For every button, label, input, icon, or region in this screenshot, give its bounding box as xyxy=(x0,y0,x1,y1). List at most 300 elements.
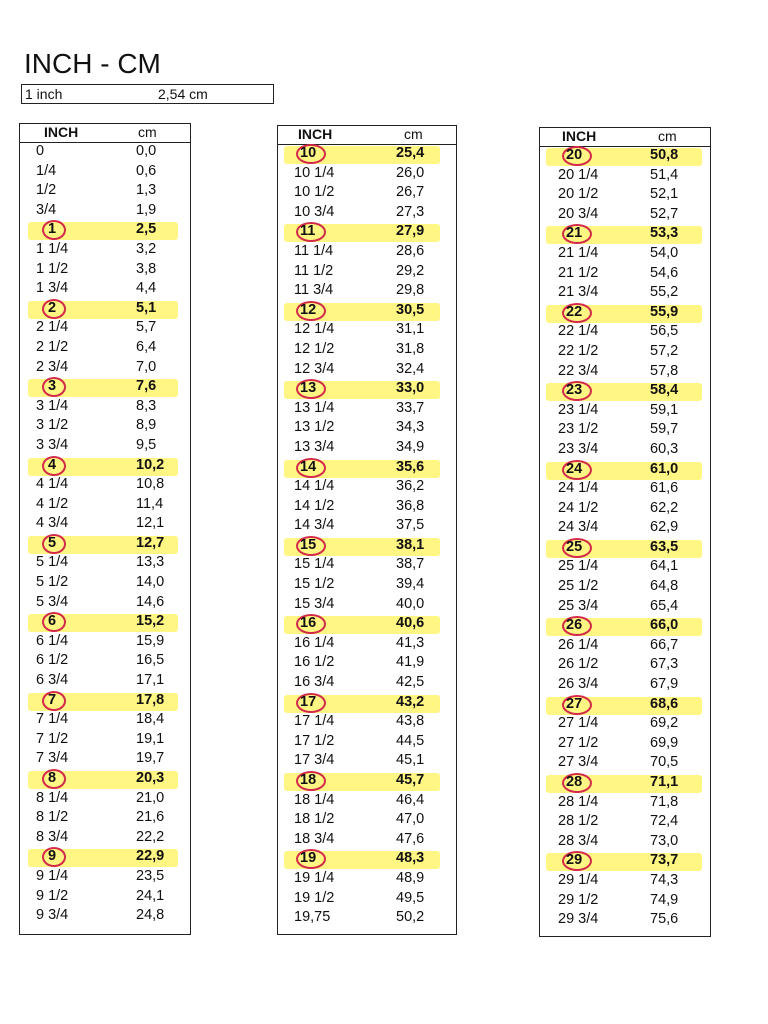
inch-value: 2 1/2 xyxy=(36,338,69,355)
table-row xyxy=(540,206,710,226)
inch-value: 6 1/2 xyxy=(36,652,69,669)
inch-value: 11 1/2 xyxy=(294,262,334,279)
table-row-whole-inch xyxy=(540,539,710,559)
table-row xyxy=(540,637,710,657)
cm-value: 30,5 xyxy=(396,301,425,318)
inch-value: 1 1/4 xyxy=(36,240,69,257)
cm-value: 51,4 xyxy=(650,166,679,183)
inch-value: 6 3/4 xyxy=(36,672,69,689)
table-row-whole-inch xyxy=(20,457,190,477)
cm-value: 66,0 xyxy=(650,617,679,634)
table-row xyxy=(540,284,710,304)
table-row xyxy=(540,813,710,833)
table-row-whole-inch xyxy=(20,378,190,398)
cm-value: 54,6 xyxy=(650,264,679,281)
table-row-whole-inch xyxy=(20,613,190,633)
table-row-whole-inch xyxy=(20,535,190,555)
cm-value: 66,7 xyxy=(650,636,679,653)
table-row xyxy=(20,496,190,516)
inch-value: 8 xyxy=(48,770,57,786)
cm-value: 56,5 xyxy=(650,323,679,340)
table-row xyxy=(278,400,456,420)
inch-value: 4 xyxy=(48,456,57,473)
cm-value: 69,2 xyxy=(650,715,679,732)
cm-value: 62,2 xyxy=(650,499,679,516)
table-row xyxy=(278,870,456,890)
cm-value: 29,2 xyxy=(396,262,425,279)
table-row xyxy=(540,754,710,774)
inch-value: 21 1/2 xyxy=(558,264,599,281)
cm-value: 41,3 xyxy=(396,634,425,651)
table-row xyxy=(20,163,190,183)
table-row xyxy=(540,500,710,520)
inch-value: 27 xyxy=(566,695,583,712)
cm-value: 10,8 xyxy=(136,476,165,493)
table-row xyxy=(20,398,190,418)
cm-value: 52,1 xyxy=(650,186,679,203)
inch-value: 3 3/4 xyxy=(36,436,69,453)
conversion-table-3 xyxy=(539,127,711,937)
inch-value: 13 1/4 xyxy=(294,399,335,416)
cm-value: 67,9 xyxy=(650,676,679,693)
inch-value: 11 3/4 xyxy=(294,282,334,299)
cm-value: 22,2 xyxy=(136,828,165,845)
inch-value: 24 3/4 xyxy=(558,519,599,536)
table-row xyxy=(278,341,456,361)
header-inch: INCH xyxy=(44,124,79,140)
inch-value: 4 3/4 xyxy=(36,515,69,532)
inch-value: 15 3/4 xyxy=(294,595,335,612)
cm-value: 61,0 xyxy=(650,460,679,477)
inch-value: 25 1/2 xyxy=(558,578,599,595)
table-row xyxy=(20,907,190,927)
inch-value: 17 1/4 xyxy=(294,713,335,730)
table-row-whole-inch xyxy=(540,774,710,794)
inch-value: 10 1/4 xyxy=(294,164,335,181)
cm-value: 11,4 xyxy=(136,495,164,512)
table-row xyxy=(540,519,710,539)
table-row xyxy=(278,419,456,439)
table-row xyxy=(278,204,456,224)
cm-value: 50,2 xyxy=(396,909,425,926)
table-row xyxy=(278,498,456,518)
inch-value: 4 1/4 xyxy=(36,476,69,493)
cm-value: 8,3 xyxy=(136,397,157,414)
table-row xyxy=(20,339,190,359)
table-row xyxy=(540,911,710,931)
table-row xyxy=(540,735,710,755)
cm-value: 43,8 xyxy=(396,713,425,730)
inch-value: 5 xyxy=(48,534,57,551)
inch-value: 12 1/4 xyxy=(294,321,335,338)
cm-value: 45,1 xyxy=(396,752,425,769)
table-row xyxy=(20,554,190,574)
cm-value: 13,3 xyxy=(136,554,165,571)
cm-value: 14,6 xyxy=(136,593,165,610)
cm-value: 0,0 xyxy=(136,143,157,159)
inch-value: 23 3/4 xyxy=(558,440,599,457)
inch-value: 16 1/2 xyxy=(294,654,335,671)
table-row xyxy=(540,892,710,912)
cm-value: 73,0 xyxy=(650,832,679,849)
inch-value: 16 1/4 xyxy=(294,634,335,651)
table-row-whole-inch xyxy=(20,300,190,320)
table-row xyxy=(278,752,456,772)
cm-value: 26,0 xyxy=(396,164,425,181)
conversion-label: 1 inch xyxy=(25,86,63,102)
table-row xyxy=(20,476,190,496)
cm-value: 24,8 xyxy=(136,907,165,924)
inch-value: 19 1/4 xyxy=(294,869,335,886)
cm-value: 2,5 xyxy=(136,221,157,238)
table-row xyxy=(278,165,456,185)
header-cm: cm xyxy=(138,124,157,140)
inch-value: 22 1/2 xyxy=(558,342,599,359)
cm-value: 9,5 xyxy=(136,436,157,453)
inch-value: 8 1/4 xyxy=(36,789,69,806)
cm-value: 70,5 xyxy=(650,754,679,771)
inch-value: 13 xyxy=(300,380,317,397)
cm-value: 48,9 xyxy=(396,869,425,886)
table-row xyxy=(540,872,710,892)
inch-value: 9 1/4 xyxy=(36,867,69,884)
table-row xyxy=(540,363,710,383)
inch-value: 15 xyxy=(300,536,317,553)
inch-value: 6 1/4 xyxy=(36,632,69,649)
conversion-value: 2,54 cm xyxy=(158,86,208,102)
cm-value: 36,8 xyxy=(396,497,425,514)
inch-value: 12 1/2 xyxy=(294,340,335,357)
page-title: INCH - CM xyxy=(24,48,161,79)
table-row xyxy=(20,672,190,692)
inch-value: 22 xyxy=(566,303,583,320)
inch-value: 21 1/4 xyxy=(558,244,599,261)
cm-value: 21,0 xyxy=(136,789,165,806)
cm-value: 44,5 xyxy=(396,732,425,749)
table-row xyxy=(20,888,190,908)
table-row xyxy=(278,282,456,302)
table-row-whole-inch xyxy=(20,848,190,868)
table-row xyxy=(20,280,190,300)
table-row xyxy=(540,480,710,500)
table-row xyxy=(20,359,190,379)
inch-value: 5 3/4 xyxy=(36,593,69,610)
inch-value: 6 xyxy=(48,613,57,630)
table-row-whole-inch xyxy=(278,223,456,243)
cm-value: 68,6 xyxy=(650,695,679,712)
cm-value: 19,1 xyxy=(136,730,165,747)
inch-value: 12 3/4 xyxy=(294,360,335,377)
inch-value: 20 1/4 xyxy=(558,166,599,183)
inch-value: 26 1/4 xyxy=(558,636,599,653)
header-cm: cm xyxy=(658,128,677,144)
inch-value: 8 3/4 xyxy=(36,828,69,845)
cm-value: 38,7 xyxy=(396,556,425,573)
inch-value: 28 xyxy=(566,774,583,790)
inch-value: 16 3/4 xyxy=(294,674,335,691)
table-row xyxy=(20,829,190,849)
cm-value: 50,8 xyxy=(650,147,679,163)
table-row-whole-inch xyxy=(278,694,456,714)
inch-value: 26 1/2 xyxy=(558,656,599,673)
inch-value: 28 1/4 xyxy=(558,793,599,810)
table-row xyxy=(20,261,190,281)
cm-value: 71,1 xyxy=(650,774,679,790)
table-header xyxy=(20,124,190,143)
cm-value: 14,0 xyxy=(136,574,165,591)
table-row xyxy=(278,439,456,459)
cm-value: 42,5 xyxy=(396,674,425,691)
inch-value: 14 3/4 xyxy=(294,517,335,534)
table-row-whole-inch xyxy=(278,537,456,557)
table-row xyxy=(540,578,710,598)
table-row xyxy=(20,750,190,770)
cm-value: 41,9 xyxy=(396,654,425,671)
cm-value: 22,9 xyxy=(136,848,165,865)
inch-value: 3 1/2 xyxy=(36,417,69,434)
inch-value: 1/4 xyxy=(36,162,57,179)
table-row xyxy=(20,417,190,437)
cm-value: 49,5 xyxy=(396,889,425,906)
table-row xyxy=(278,792,456,812)
inch-value: 7 3/4 xyxy=(36,750,69,767)
inch-value: 19 xyxy=(300,850,317,867)
inch-value: 18 3/4 xyxy=(294,830,335,847)
inch-value: 25 3/4 xyxy=(558,597,599,614)
inch-value: 17 xyxy=(300,693,317,710)
table-row-whole-inch xyxy=(278,850,456,870)
cm-value: 27,3 xyxy=(396,203,425,220)
table-row xyxy=(20,143,190,163)
inch-value: 5 1/2 xyxy=(36,574,69,591)
table-row xyxy=(540,794,710,814)
table-row-whole-inch xyxy=(278,615,456,635)
cm-value: 28,6 xyxy=(396,242,425,259)
table-row xyxy=(278,831,456,851)
inch-value: 27 1/2 xyxy=(558,734,599,751)
table-row-whole-inch xyxy=(540,147,710,167)
cm-value: 34,3 xyxy=(396,419,425,436)
inch-value: 24 1/2 xyxy=(558,499,599,516)
cm-value: 7,6 xyxy=(136,378,157,395)
table-row xyxy=(20,711,190,731)
cm-value: 4,4 xyxy=(136,280,157,297)
cm-value: 5,1 xyxy=(136,299,157,316)
inch-value: 18 1/4 xyxy=(294,791,335,808)
inch-value: 2 1/4 xyxy=(36,319,69,336)
inch-value: 26 3/4 xyxy=(558,676,599,693)
table-row-whole-inch xyxy=(540,304,710,324)
inch-value: 1 xyxy=(48,221,57,238)
table-header xyxy=(278,126,456,145)
cm-value: 74,9 xyxy=(650,891,679,908)
inch-value: 20 3/4 xyxy=(558,205,599,222)
inch-value: 24 1/4 xyxy=(558,480,599,497)
cm-value: 33,0 xyxy=(396,380,425,397)
inch-value: 23 1/4 xyxy=(558,401,599,418)
cm-value: 43,2 xyxy=(396,693,425,710)
cm-value: 47,6 xyxy=(396,830,425,847)
cm-value: 47,0 xyxy=(396,811,425,828)
inch-value: 11 xyxy=(300,223,316,240)
table-row xyxy=(278,890,456,910)
inch-value: 12 xyxy=(300,301,317,318)
cm-value: 60,3 xyxy=(650,440,679,457)
cm-value: 52,7 xyxy=(650,205,679,222)
table-row xyxy=(20,868,190,888)
inch-value: 16 xyxy=(300,615,317,632)
table-row xyxy=(278,243,456,263)
table-row xyxy=(540,715,710,735)
table-row-whole-inch xyxy=(278,459,456,479)
cm-value: 23,5 xyxy=(136,867,165,884)
table-row xyxy=(20,594,190,614)
cm-value: 64,1 xyxy=(650,558,679,575)
cm-value: 55,2 xyxy=(650,284,679,301)
inch-value: 13 1/2 xyxy=(294,419,335,436)
cm-value: 45,7 xyxy=(396,772,425,788)
inch-value: 29 1/4 xyxy=(558,871,599,888)
inch-value: 26 xyxy=(566,617,583,634)
table-row xyxy=(20,790,190,810)
table-row-whole-inch xyxy=(20,692,190,712)
table-row xyxy=(278,556,456,576)
inch-value: 20 xyxy=(566,147,583,163)
inch-value: 1 3/4 xyxy=(36,280,69,297)
inch-value: 7 1/2 xyxy=(36,730,69,747)
inch-value: 23 1/2 xyxy=(558,421,599,438)
cm-value: 74,3 xyxy=(650,871,679,888)
conversion-table-1 xyxy=(19,123,191,935)
cm-value: 15,2 xyxy=(136,613,165,630)
cm-value: 19,7 xyxy=(136,750,165,767)
inch-value: 1 1/2 xyxy=(36,260,69,277)
cm-value: 3,8 xyxy=(136,260,157,277)
cm-value: 48,3 xyxy=(396,850,425,867)
cm-value: 38,1 xyxy=(396,536,425,553)
table-row xyxy=(278,635,456,655)
table-row xyxy=(278,909,456,929)
cm-value: 40,0 xyxy=(396,595,425,612)
inch-value: 21 xyxy=(566,225,583,242)
cm-value: 24,1 xyxy=(136,887,165,904)
table-row xyxy=(278,517,456,537)
cm-value: 21,6 xyxy=(136,809,165,826)
table-row-whole-inch xyxy=(540,696,710,716)
table-row xyxy=(278,811,456,831)
cm-value: 57,8 xyxy=(650,362,679,379)
table-row xyxy=(278,478,456,498)
cm-value: 27,9 xyxy=(396,223,425,240)
table-row xyxy=(540,558,710,578)
table-rows xyxy=(20,143,190,927)
inch-value: 17 3/4 xyxy=(294,752,335,769)
table-row xyxy=(540,245,710,265)
inch-value: 9 3/4 xyxy=(36,907,69,924)
table-row-whole-inch xyxy=(540,225,710,245)
inch-value: 19 1/2 xyxy=(294,889,335,906)
cm-value: 31,8 xyxy=(396,340,425,357)
header-inch: INCH xyxy=(298,126,333,142)
inch-value: 13 3/4 xyxy=(294,438,335,455)
cm-value: 0,6 xyxy=(136,162,157,179)
table-row xyxy=(540,265,710,285)
table-row-whole-inch xyxy=(540,617,710,637)
cm-value: 62,9 xyxy=(650,519,679,536)
conversion-box xyxy=(21,84,274,104)
cm-value: 15,9 xyxy=(136,632,165,649)
inch-value: 28 1/2 xyxy=(558,813,599,830)
table-header xyxy=(540,128,710,147)
inch-value: 0 xyxy=(36,143,45,159)
inch-value: 10 1/2 xyxy=(294,184,335,201)
cm-value: 5,7 xyxy=(136,319,157,336)
inch-value: 7 1/4 xyxy=(36,711,69,728)
table-row xyxy=(278,321,456,341)
cm-value: 36,2 xyxy=(396,478,425,495)
table-row xyxy=(20,652,190,672)
cm-value: 57,2 xyxy=(650,342,679,359)
table-row xyxy=(540,676,710,696)
cm-value: 71,8 xyxy=(650,793,679,810)
cm-value: 6,4 xyxy=(136,338,157,355)
table-row xyxy=(540,167,710,187)
inch-value: 29 1/2 xyxy=(558,891,599,908)
table-row xyxy=(20,202,190,222)
cm-value: 37,5 xyxy=(396,517,425,534)
table-row xyxy=(278,361,456,381)
cm-value: 12,7 xyxy=(136,534,165,551)
inch-value: 25 xyxy=(566,538,583,555)
cm-value: 7,0 xyxy=(136,358,157,375)
inch-value: 22 3/4 xyxy=(558,362,599,379)
inch-value: 14 1/2 xyxy=(294,497,335,514)
table-row xyxy=(540,833,710,853)
table-row xyxy=(278,596,456,616)
inch-value: 14 xyxy=(300,458,317,475)
table-row xyxy=(20,515,190,535)
table-row xyxy=(278,733,456,753)
cm-value: 46,4 xyxy=(396,791,425,808)
table-row-whole-inch xyxy=(278,302,456,322)
cm-value: 26,7 xyxy=(396,184,425,201)
table-row xyxy=(278,263,456,283)
cm-value: 16,5 xyxy=(136,652,165,669)
table-row xyxy=(540,421,710,441)
cm-value: 59,7 xyxy=(650,421,679,438)
cm-value: 10,2 xyxy=(136,456,165,473)
table-row xyxy=(278,674,456,694)
inch-value: 10 xyxy=(300,145,317,161)
inch-value: 3 xyxy=(48,378,57,395)
cm-value: 69,9 xyxy=(650,734,679,751)
cm-value: 1,9 xyxy=(136,201,157,218)
cm-value: 61,6 xyxy=(650,480,679,497)
table-row xyxy=(540,343,710,363)
table-row xyxy=(20,809,190,829)
inch-value: 4 1/2 xyxy=(36,495,69,512)
table-row xyxy=(278,654,456,674)
cm-value: 33,7 xyxy=(396,399,425,416)
cm-value: 35,6 xyxy=(396,458,425,475)
inch-value: 18 1/2 xyxy=(294,811,335,828)
cm-value: 55,9 xyxy=(650,303,679,320)
inch-value: 27 3/4 xyxy=(558,754,599,771)
inch-value: 8 1/2 xyxy=(36,809,69,826)
inch-value: 19,75 xyxy=(294,909,331,926)
inch-value: 2 xyxy=(48,299,57,316)
table-row-whole-inch xyxy=(540,382,710,402)
